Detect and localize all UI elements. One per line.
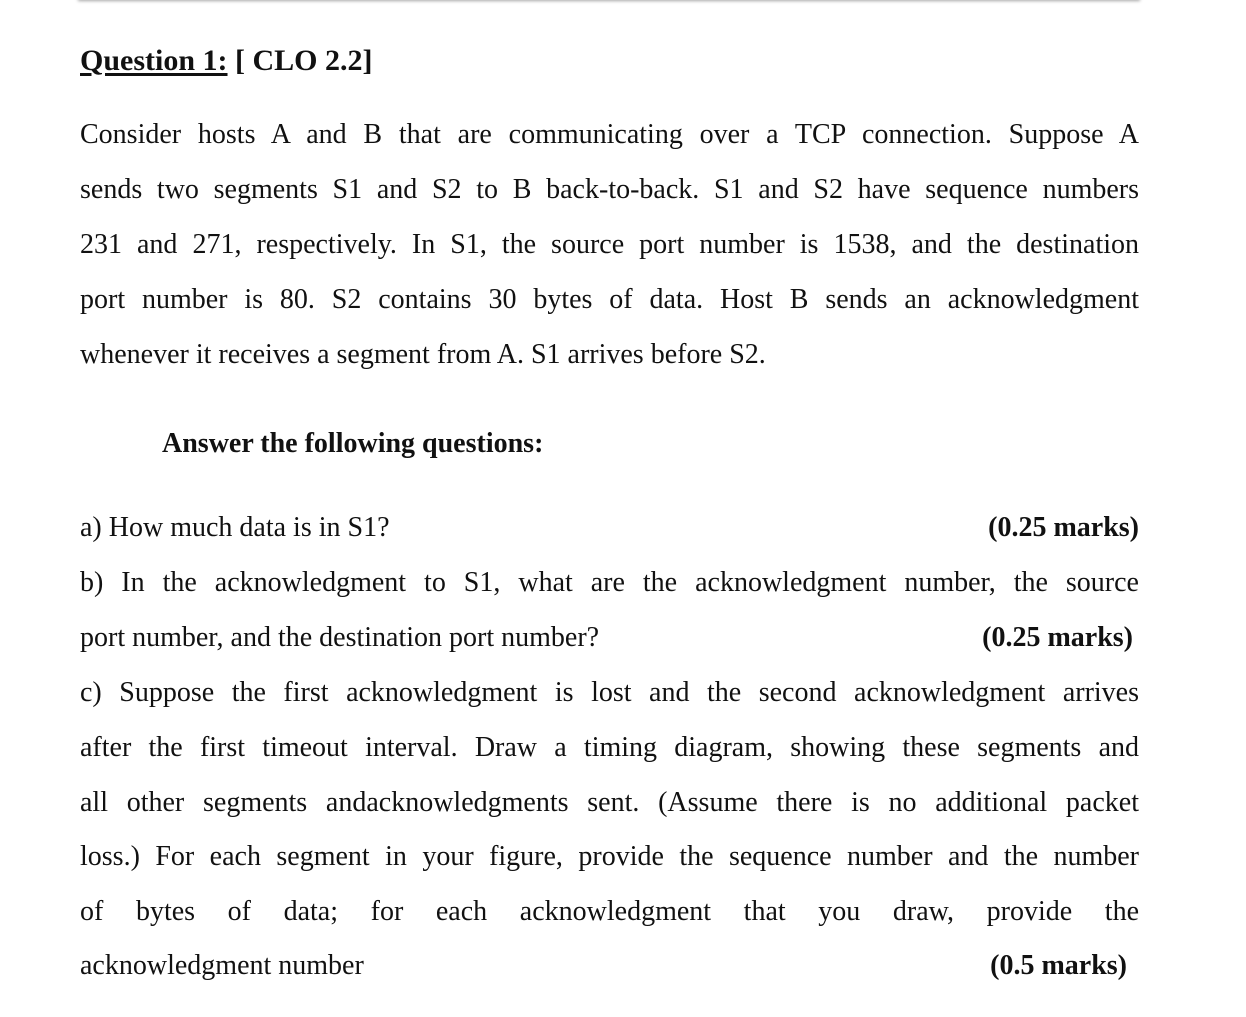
intro-line-4: port number is 80. S2 contains 30 bytes of data. Host B sends an acknowledgment	[80, 284, 1139, 315]
intro-line-5: whenever it receives a segment from A. S1 arrives before S2.	[80, 339, 766, 370]
part-c-line-3: all other segments andacknowledgments sent. (Assume there is no additional packet	[80, 787, 1139, 818]
part-b-line-2: port number, and the destination port number?	[80, 622, 600, 653]
intro-line-3: 231 and 271, respectively. In S1, the source port number is 1538, and the destination	[80, 229, 1139, 260]
intro-line-2: sends two segments S1 and S2 to B back-to-back. S1 and S2 have sequence numbers	[80, 174, 1139, 205]
part-c-marks: (0.5 marks)	[990, 950, 1127, 981]
part-a-marks: (0.25 marks)	[988, 512, 1139, 543]
part-a-text: a) How much data is in S1?	[80, 512, 390, 543]
intro-line-1: Consider hosts A and B that are communicating over a TCP connection. Suppose A	[80, 119, 1139, 150]
part-b-line-1: b) In the acknowledgment to S1, what are the acknowledgment number, the source	[80, 567, 1139, 598]
question-clo: [ CLO 2.2]	[227, 44, 373, 77]
question-heading	[80, 44, 373, 78]
part-b-marks: (0.25 marks)	[982, 622, 1133, 653]
part-c-line-4: loss.) For each segment in your figure, provide the sequence number and the number	[80, 841, 1139, 872]
part-c-line-1: c) Suppose the first acknowledgment is lost and the second acknowledgment arrives	[80, 677, 1139, 708]
question-label: Question 1:	[80, 44, 228, 77]
instructions-heading: Answer the following questions:	[162, 428, 544, 459]
part-c-line-2: after the first timeout interval. Draw a timing diagram, showing these segments and	[80, 732, 1139, 763]
part-c-line-6: acknowledgment number	[80, 950, 364, 981]
part-c-line-5: of bytes of data; for each acknowledgment that you draw, provide the	[80, 896, 1139, 927]
